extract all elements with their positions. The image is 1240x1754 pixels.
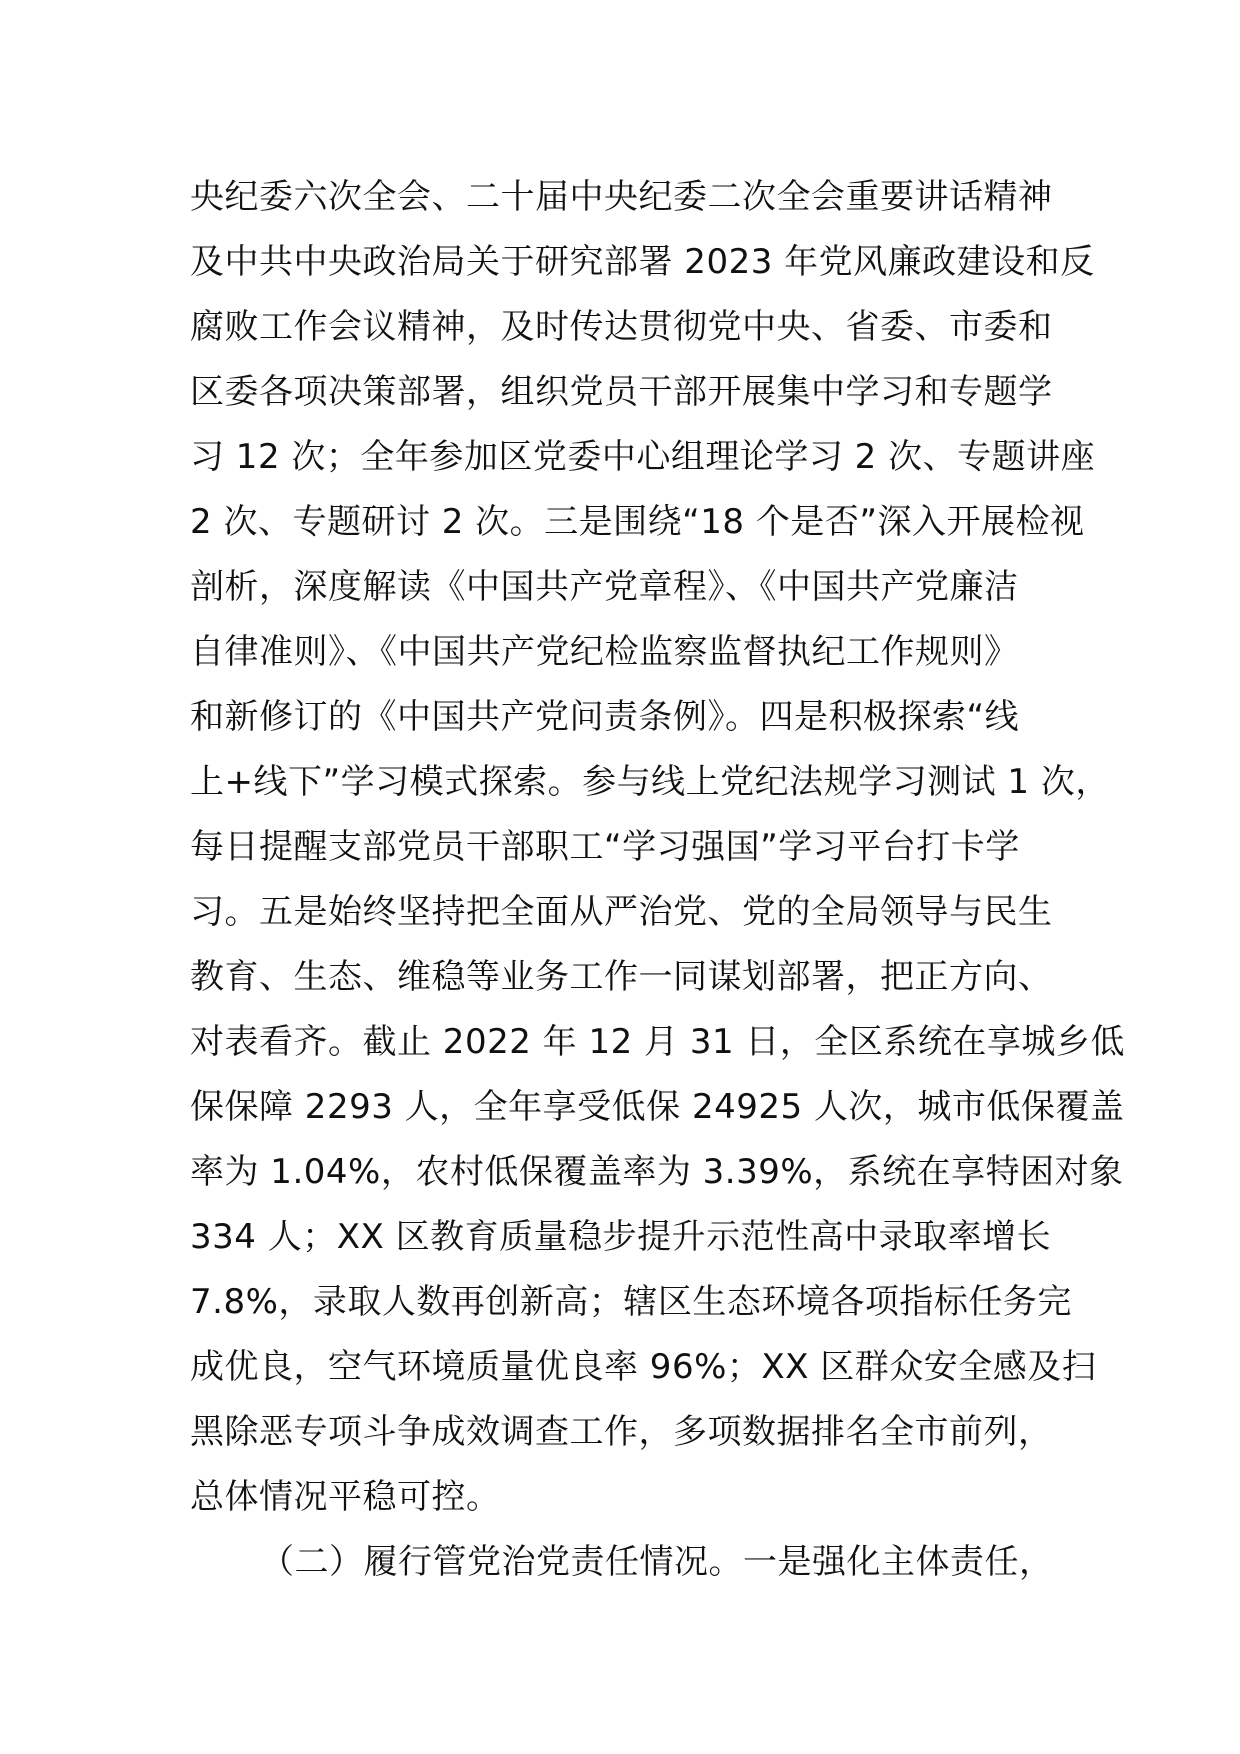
text-line: 上+线下”学习模式探索。参与线上党纪法规学习测试 1 次， [190, 762, 1110, 802]
text-line: 及中共中央政治局关于研究部署 2023 年党风廉政建设和反 [190, 242, 1095, 282]
text-line: 334 人；XX 区教育质量稳步提升示范性高中录取率增长 [190, 1217, 1052, 1257]
text-line: 率为 1.04%，农村低保覆盖率为 3.39%，系统在享特困对象 [190, 1152, 1124, 1192]
text-line: 央纪委六次全会、二十届中央纪委二次全会重要讲话精神 [190, 177, 1053, 217]
text-line: 自律准则》、《中国共产党纪检监察监督执纪工作规则》 [190, 632, 1019, 672]
text-line: 腐败工作会议精神，及时传达贯彻党中央、省委、市委和 [190, 307, 1053, 347]
text-line: 7.8%，录取人数再创新高；辖区生态环境各项指标任务完 [190, 1282, 1072, 1322]
text-line: 习 12 次；全年参加区党委中心组理论学习 2 次、专题讲座 [190, 437, 1096, 477]
text-line: 对表看齐。截止 2022 年 12 月 31 日，全区系统在享城乡低 [190, 1022, 1125, 1062]
section-heading-line: （二）履行管党治党责任情况。一是强化主体责任， [260, 1542, 1054, 1582]
text-line: 剖析，深度解读《中国共产党章程》、《中国共产党廉洁 [190, 567, 1019, 607]
text-line: 和新修订的《中国共产党问责条例》。四是积极探索“线 [190, 697, 1020, 737]
text-line: 2 次、专题研讨 2 次。三是围绕“18 个是否”深入开展检视 [190, 502, 1085, 542]
text-line: 教育、生态、维稳等业务工作一同谋划部署，把正方向、 [190, 957, 1053, 997]
text-line: 每日提醒支部党员干部职工“学习强国”学习平台打卡学 [190, 827, 1020, 867]
text-line: 成优良，空气环境质量优良率 96%；XX 区群众安全感及扫 [190, 1347, 1097, 1387]
text-line: 总体情况平稳可控。 [190, 1477, 501, 1517]
body-text [190, 165, 1125, 1595]
text-line: 习。五是始终坚持把全面从严治党、党的全局领导与民生 [190, 892, 1053, 932]
text-line: 区委各项决策部署，组织党员干部开展集中学习和专题学 [190, 372, 1053, 412]
text-line: 黑除恶专项斗争成效调查工作，多项数据排名全市前列， [190, 1412, 1053, 1452]
text-line: 保保障 2293 人，全年享受低保 24925 人次，城市低保覆盖 [190, 1087, 1125, 1127]
